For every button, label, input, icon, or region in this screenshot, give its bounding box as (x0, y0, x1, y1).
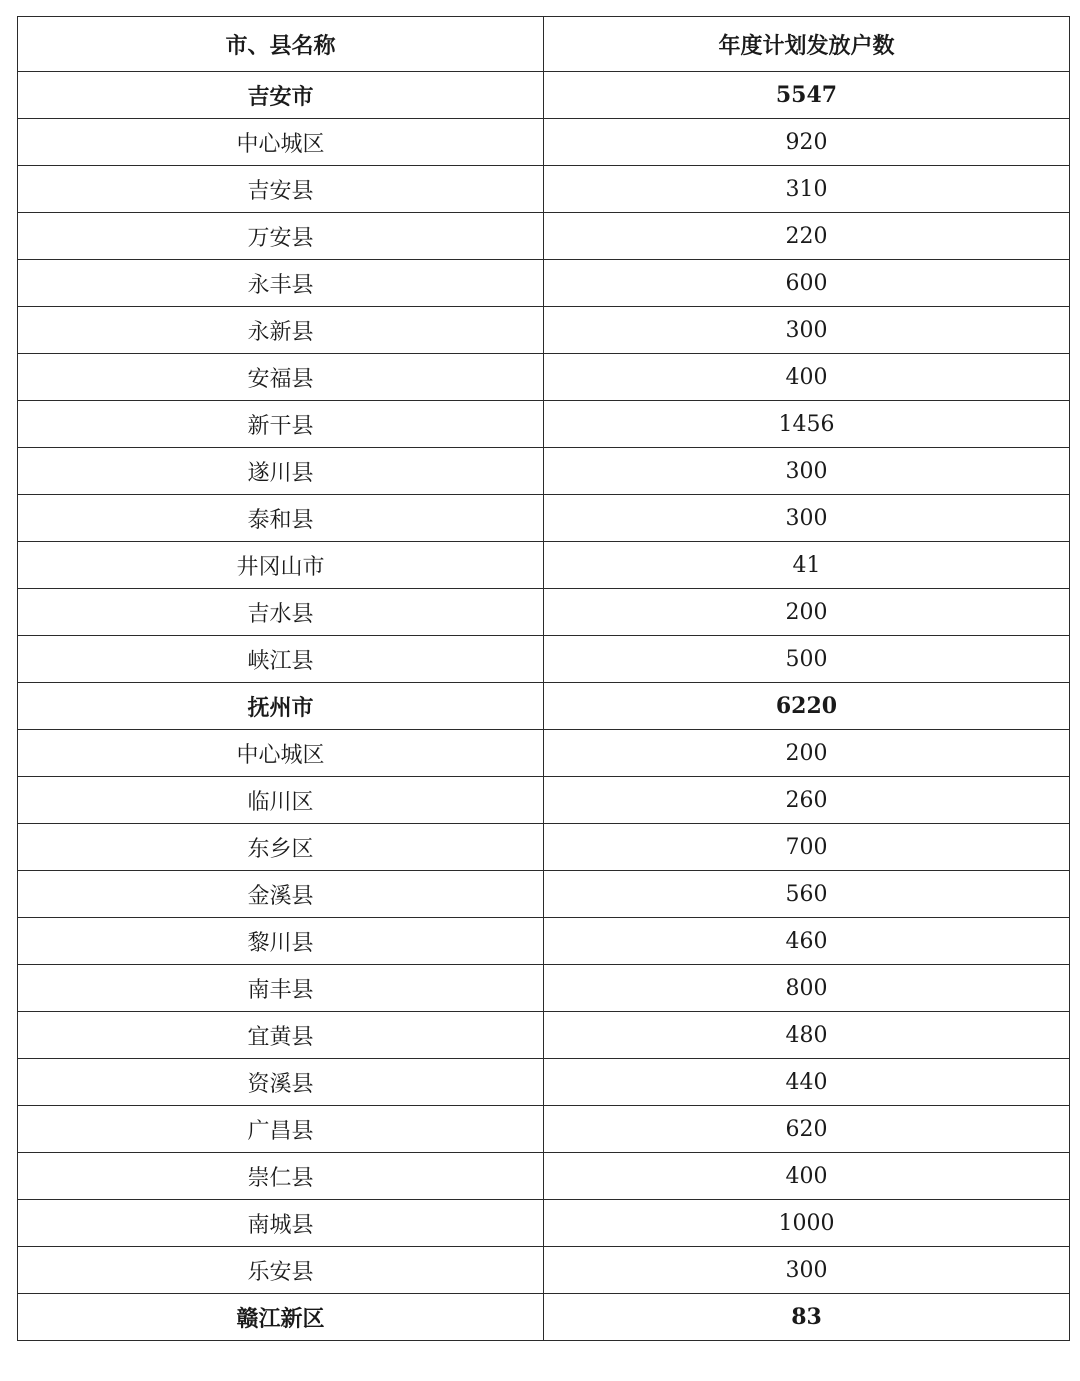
table-row (18, 871, 1070, 918)
table-row (18, 918, 1070, 965)
table-row (18, 213, 1070, 260)
table-row-city (18, 683, 1070, 730)
table-row (18, 119, 1070, 166)
table-row (18, 1059, 1070, 1106)
household-count-cell: 1000 (544, 1200, 1070, 1247)
household-count-cell: 400 (544, 1153, 1070, 1200)
region-name-cell: 资溪县 (18, 1059, 544, 1106)
region-name-cell: 吉水县 (18, 589, 544, 636)
household-count-cell: 440 (544, 1059, 1070, 1106)
household-count-cell: 800 (544, 965, 1070, 1012)
table-row (18, 965, 1070, 1012)
household-count-cell: 620 (544, 1106, 1070, 1153)
household-count-cell: 200 (544, 730, 1070, 777)
region-name-cell: 赣江新区 (18, 1294, 544, 1341)
table-row (18, 730, 1070, 777)
household-count-cell: 700 (544, 824, 1070, 871)
region-name-cell: 抚州市 (18, 683, 544, 730)
table-row (18, 589, 1070, 636)
region-name-cell: 黎川县 (18, 918, 544, 965)
region-name-cell: 井冈山市 (18, 542, 544, 589)
household-count-cell: 560 (544, 871, 1070, 918)
region-name-cell: 金溪县 (18, 871, 544, 918)
household-count-cell: 310 (544, 166, 1070, 213)
household-count-cell: 300 (544, 307, 1070, 354)
region-name-cell: 东乡区 (18, 824, 544, 871)
region-name-cell: 中心城区 (18, 730, 544, 777)
table-row (18, 1200, 1070, 1247)
household-count-cell: 300 (544, 495, 1070, 542)
table-row-city (18, 72, 1070, 119)
table-row (18, 1247, 1070, 1294)
household-count-cell: 460 (544, 918, 1070, 965)
region-name-cell: 南城县 (18, 1200, 544, 1247)
region-name-cell: 吉安市 (18, 72, 544, 119)
header-row (18, 17, 1070, 72)
table-row (18, 1106, 1070, 1153)
table-row (18, 448, 1070, 495)
header-region-name: 市、县名称 (18, 17, 544, 72)
region-name-cell: 万安县 (18, 213, 544, 260)
table-row (18, 636, 1070, 683)
household-count-cell: 300 (544, 448, 1070, 495)
table-row (18, 401, 1070, 448)
region-name-cell: 永丰县 (18, 260, 544, 307)
region-name-cell: 峡江县 (18, 636, 544, 683)
household-count-cell: 1456 (544, 401, 1070, 448)
table-row (18, 824, 1070, 871)
household-count-cell: 200 (544, 589, 1070, 636)
household-count-cell: 500 (544, 636, 1070, 683)
table-row (18, 1012, 1070, 1059)
region-name-cell: 乐安县 (18, 1247, 544, 1294)
household-count-cell: 260 (544, 777, 1070, 824)
region-name-cell: 泰和县 (18, 495, 544, 542)
region-name-cell: 遂川县 (18, 448, 544, 495)
table-row (18, 1153, 1070, 1200)
region-name-cell: 中心城区 (18, 119, 544, 166)
household-count-cell: 6220 (544, 683, 1070, 730)
household-count-cell: 41 (544, 542, 1070, 589)
region-name-cell: 临川区 (18, 777, 544, 824)
table-body (18, 72, 1070, 1341)
table-row (18, 354, 1070, 401)
header-annual-households: 年度计划发放户数 (544, 17, 1070, 72)
household-count-cell: 83 (544, 1294, 1070, 1341)
household-count-cell: 480 (544, 1012, 1070, 1059)
household-count-cell: 5547 (544, 72, 1070, 119)
household-count-cell: 220 (544, 213, 1070, 260)
region-name-cell: 宜黄县 (18, 1012, 544, 1059)
household-count-cell: 920 (544, 119, 1070, 166)
region-name-cell: 安福县 (18, 354, 544, 401)
table-row (18, 777, 1070, 824)
table-row (18, 166, 1070, 213)
table-row (18, 260, 1070, 307)
household-count-cell: 300 (544, 1247, 1070, 1294)
household-count-cell: 600 (544, 260, 1070, 307)
table-row (18, 307, 1070, 354)
region-name-cell: 吉安县 (18, 166, 544, 213)
region-name-cell: 新干县 (18, 401, 544, 448)
household-count-cell: 400 (544, 354, 1070, 401)
region-name-cell: 崇仁县 (18, 1153, 544, 1200)
table-row (18, 495, 1070, 542)
region-name-cell: 南丰县 (18, 965, 544, 1012)
table-row (18, 542, 1070, 589)
table-row-city (18, 1294, 1070, 1341)
allocation-table (17, 16, 1070, 1341)
region-name-cell: 永新县 (18, 307, 544, 354)
region-name-cell: 广昌县 (18, 1106, 544, 1153)
